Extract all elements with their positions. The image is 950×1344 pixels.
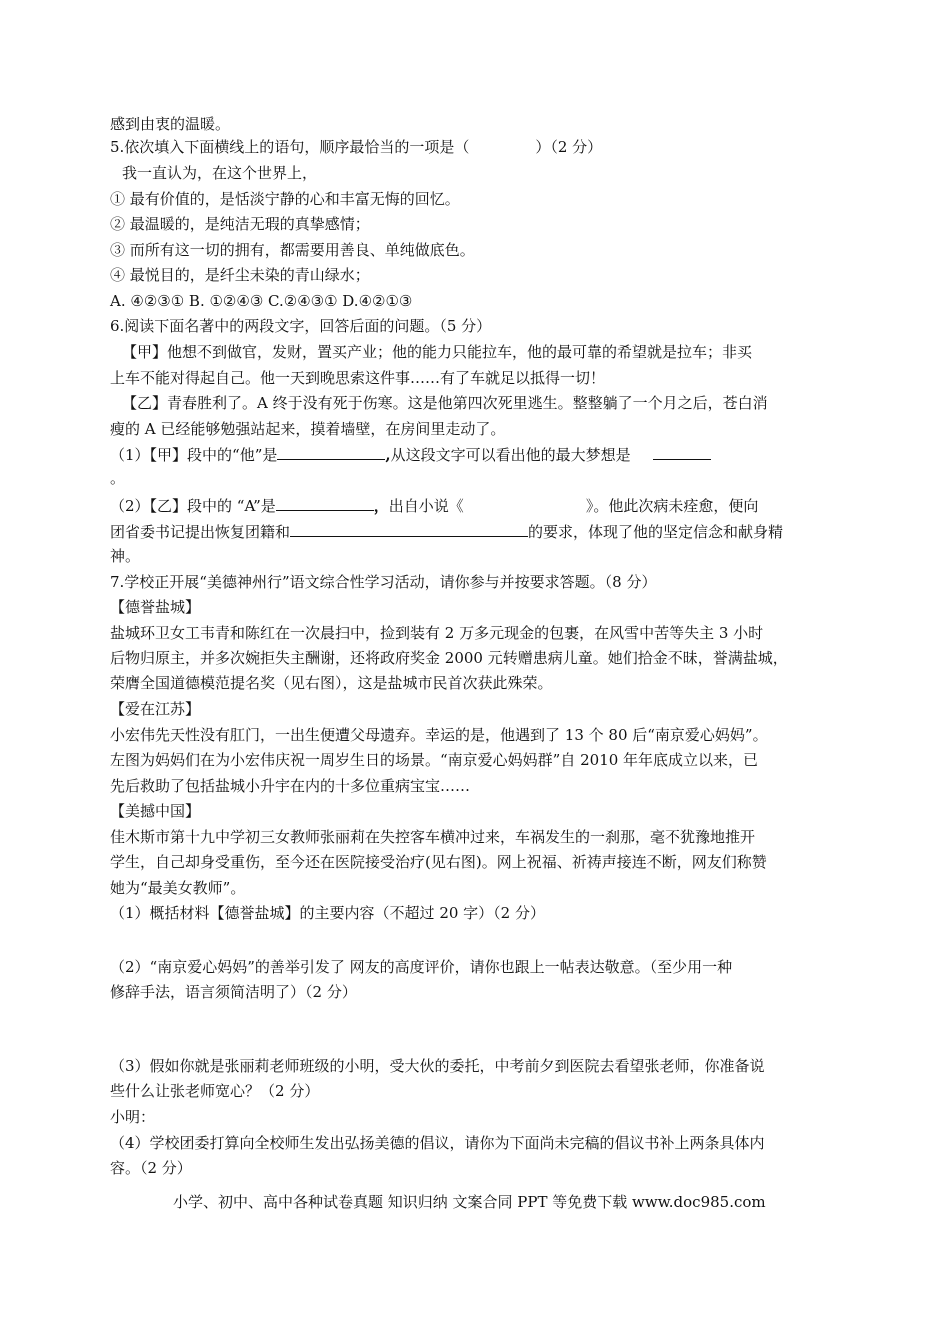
q7-sub-4-cont: 容。（2 分） (110, 1159, 192, 1177)
q7-sub-3: （3）假如你就是张丽莉老师班级的小明，受大伙的委托，中考前夕到医院去看望张老师，你准备说 (110, 1057, 765, 1075)
material-2-line: 小宏伟先天性没有肛门，一出生便遭父母遗弃。幸运的是，他遇到了 13 个 80 后“南京爱心妈妈”。 (110, 726, 768, 744)
page-footer: 小学、初中、高中各种试卷真题 知识归纳 文案合同 PPT 等免费下载 www.doc985.com (173, 1193, 766, 1211)
q6-sub-2-cont: 团省委书记提出恢复团籍和 的要求，体现了他的坚定信念和献身精 (110, 523, 784, 541)
material-1-line: 荣膺全国道德模范提名奖（见右图），这是盐城市民首次获此殊荣。 (110, 674, 553, 692)
answer-blank[interactable] (276, 495, 374, 511)
text-line: 感到由衷的温暖。 (110, 115, 231, 133)
q7-sub-2-cont: 修辞手法，语言须简洁明了）（2 分） (110, 983, 357, 1001)
material-1-line: 盐城环卫女工韦青和陈红在一次晨扫中，捡到装有 2 万多元现金的包裹，在风雪中苦等失主 3 小时 (110, 624, 764, 642)
section-heading: 【德誉盐城】 (110, 598, 201, 616)
question-7-stem: 7.学校正开展“美德神州行”语文综合性学习活动，请你参与并按要求答题。（8 分） (110, 573, 657, 591)
material-1-line: 后物归原主，并多次婉拒失主酬谢，还将政府奖金 2000 元转赠患病儿童。她们拾金不昧，誉满盐城， (110, 649, 788, 667)
q5-option-1: ① 最有价值的，是恬淡宁静的心和丰富无悔的回忆。 (110, 190, 460, 208)
material-3-line: 佳木斯市第十九中学初三女教师张丽莉在失控客车横冲过来，车祸发生的一刹那，毫不犹豫地推开 (110, 828, 756, 846)
material-3-line: 她为“最美女教师”。 (110, 879, 246, 897)
question-text: 5.依次填入下面横线上的语句，顺序最恰当的一项是（ (110, 138, 470, 156)
q6-passage-yi-1: 【乙】青春胜利了。A 终于没有死于伤寒。这是他第四次死里逃生。整整躺了一个月之后，苍白消 (122, 394, 768, 412)
q7-sub-1: （1）概括材料【德誉盐城】的主要内容（不超过 20 字）（2 分） (110, 904, 545, 922)
q6-sub-2-end: 神。 (110, 547, 141, 565)
question-5-stem (110, 137, 602, 157)
material-2-line: 左图为妈妈们在为小宏伟庆祝一周岁生日的场景。“南京爱心妈妈群”自 2010 年年底成立以来，已 (110, 751, 759, 769)
q5-choices: A. ④②③① B. ①②④③ C.②④③① D.④②①③ (110, 292, 413, 310)
q6-passage-yi-2: 瘦的 A 已经能够勉强站起来，摸着墙壁，在房间里走动了。 (110, 420, 506, 438)
q5-option-4: ④ 最悦目的，是纤尘未染的青山绿水； (110, 266, 370, 284)
q6-passage-jia-1: 【甲】他想不到做官，发财，置买产业；他的能力只能拉车，他的最可靠的希望就是拉车；非买 (122, 343, 753, 361)
answer-blank[interactable] (290, 521, 528, 537)
answer-prompt: 小明： (110, 1108, 156, 1126)
q6-sub-1-end: 。 (110, 469, 126, 487)
q6-sub-2: （2）【乙】段中的 “A”是 ，出自小说《 》。他此次病未痊愈，便向 (110, 497, 759, 515)
q5-option-3: ③ 而所有这一切的拥有，都需要用善良、单纯做底色。 (110, 241, 475, 259)
q7-sub-3-cont: 些什么让张老师宽心？（2 分） (110, 1082, 320, 1100)
answer-blank[interactable] (653, 444, 711, 460)
section-heading: 【爱在江苏】 (110, 700, 201, 718)
q7-sub-4: （4）学校团委打算向全校师生发出弘扬美德的倡议，请你为下面尚未完稿的倡议书补上两条具体内 (110, 1134, 765, 1152)
q6-sub-1: （1）【甲】段中的“他”是 ,从这段文字可以看出他的最大梦想是 (110, 444, 711, 465)
q6-passage-jia-2: 上车不能对得起自己。他一天到晚思索这件事……有了车就足以抵得一切！ (110, 369, 606, 387)
q5-option-2: ② 最温暖的，是纯洁无瑕的真挚感情； (110, 215, 370, 233)
q7-sub-2: （2）“南京爱心妈妈”的善举引发了 网友的高度评价，请你也跟上一帖表达敬意。（至少用一种 (110, 958, 733, 976)
question-score: ）（2 分） (535, 138, 603, 156)
answer-blank[interactable] (277, 444, 385, 460)
material-3-line: 学生，自己却身受重伤，至今还在医院接受治疗(见右图)。网上祝福、祈祷声接连不断，网友们称赞 (110, 853, 767, 871)
q5-intro: 我一直认为，在这个世界上， (122, 164, 318, 182)
material-2-line: 先后救助了包括盐城小升宇在内的十多位重病宝宝…… (110, 777, 471, 795)
section-heading: 【美撼中国】 (110, 802, 201, 820)
question-6-stem: 6.阅读下面名著中的两段文字，回答后面的问题。（5 分） (110, 317, 492, 335)
